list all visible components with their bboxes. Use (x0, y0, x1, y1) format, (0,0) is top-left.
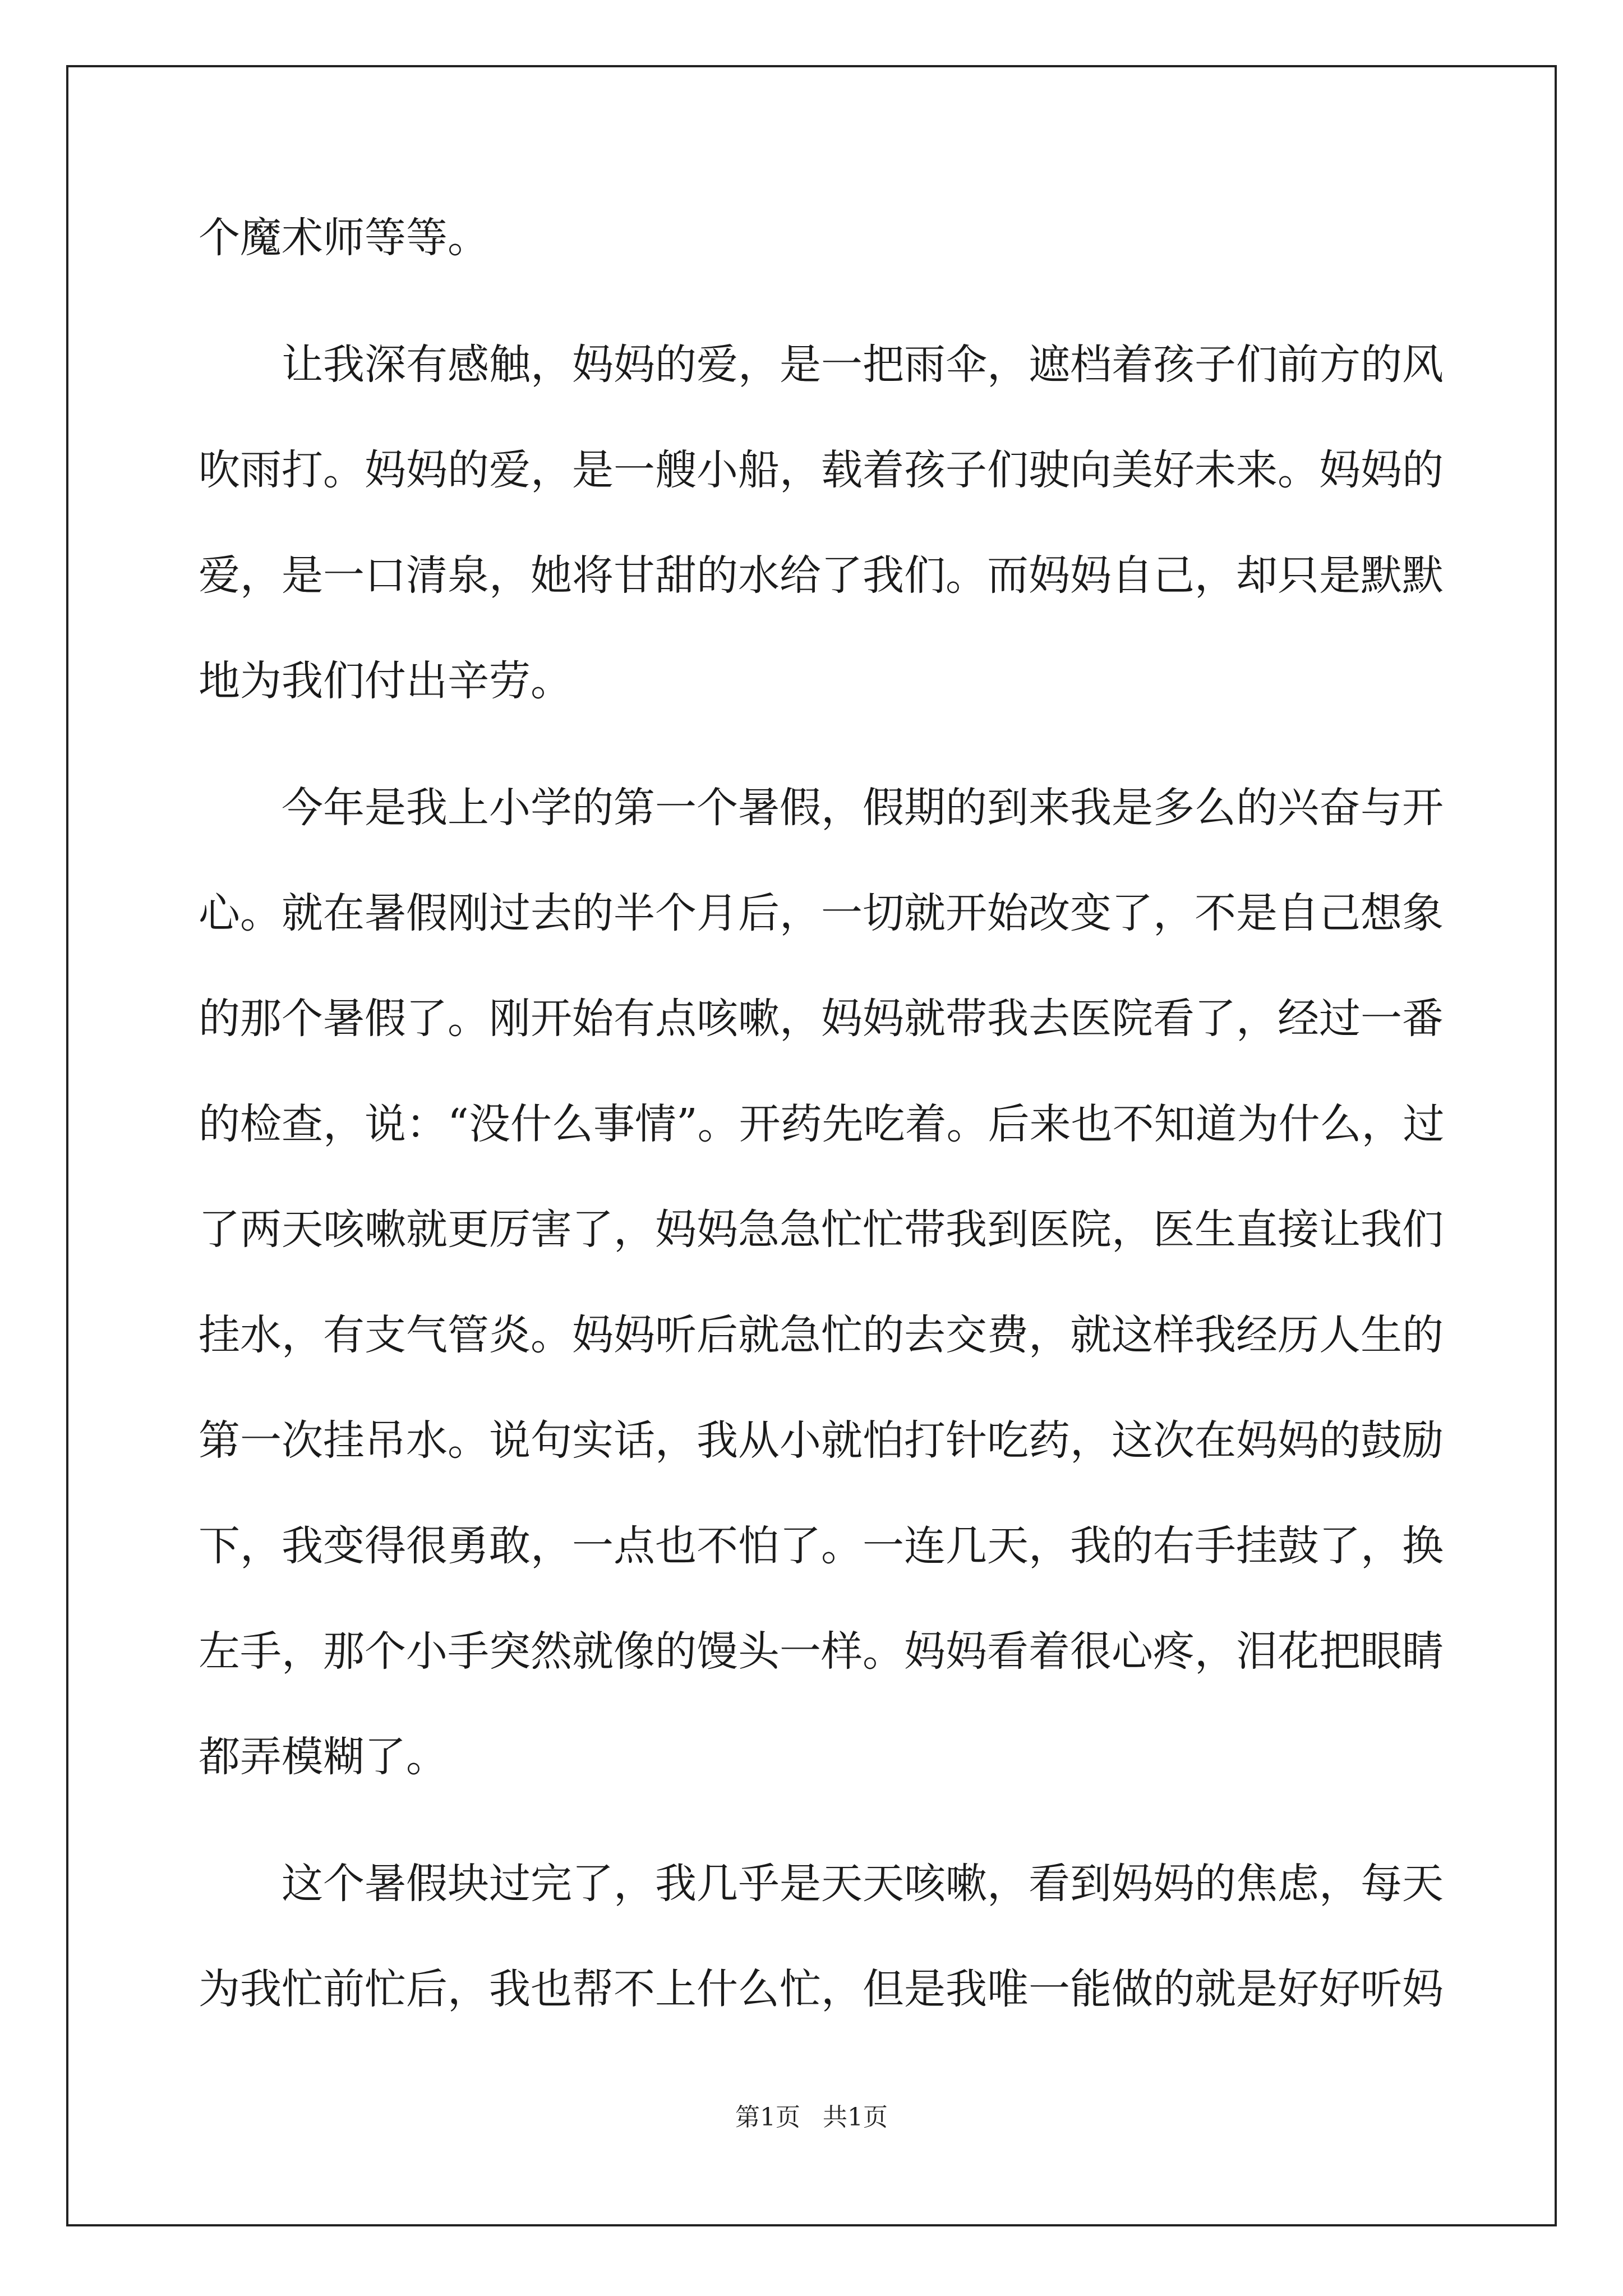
paragraph (199, 755, 1445, 1810)
text-line: 今年是我上小学的第一个暑假，假期的到来我是多么的兴奋与开 (282, 784, 1444, 832)
page-total: 共1页 (823, 2103, 888, 2132)
text-line: 爱，是一口清泉，她将甘甜的水给了我们。而妈妈自己，却只是默默 (199, 551, 1444, 600)
text-line: 的检查，说：“没什么事情”。开药先吃着。后来也不知道为什么，过 (199, 1100, 1445, 1148)
page-number: 第1页 (735, 2103, 800, 2132)
text-line: 的那个暑假了。刚开始有点咳嗽，妈妈就带我去医院看了，经过一番 (199, 995, 1444, 1043)
text-line: 了两天咳嗽就更厉害了，妈妈急急忙忙带我到医院，医生直接让我们 (199, 1205, 1444, 1254)
text-line: 都弄模糊了。 (199, 1733, 448, 1781)
page-footer (0, 2097, 1623, 2133)
text-line: 这个暑假块过完了，我几乎是天天咳嗽，看到妈妈的焦虑，每天 (282, 1860, 1444, 1908)
paragraph-gap (199, 1810, 1432, 1831)
text-line: 个魔术师等等。 (199, 214, 489, 262)
document-body (199, 185, 1445, 2042)
paragraph (199, 185, 1432, 291)
text-line: 让我深有感触，妈妈的爱，是一把雨伞，遮档着孩子们前方的风 (282, 341, 1444, 389)
paragraph-gap (199, 291, 1432, 312)
paragraph-gap (199, 734, 1432, 755)
text-line: 第一次挂吊水。说句实话，我从小就怕打针吃药，这次在妈妈的鼓励 (199, 1416, 1444, 1465)
text-line: 心。就在暑假刚过去的半个月后，一切就开始改变了，不是自己想象 (199, 889, 1444, 937)
text-line: 吹雨打。妈妈的爱，是一艘小船，载着孩子们驶向美好未来。妈妈的 (199, 446, 1444, 494)
text-line: 为我忙前忙后，我也帮不上什么忙，但是我唯一能做的就是好好听妈 (199, 1965, 1444, 2013)
text-line: 挂水，有支气管炎。妈妈听后就急忙的去交费，就这样我经历人生的 (199, 1311, 1444, 1359)
text-line: 左手，那个小手突然就像的馒头一样。妈妈看着很心疼，泪花把眼睛 (199, 1627, 1444, 1676)
paragraph (199, 312, 1444, 734)
text-line: 下，我变得很勇敢，一点也不怕了。一连几天，我的右手挂鼓了，换 (199, 1522, 1444, 1570)
paragraph (199, 1831, 1444, 2042)
text-line: 地为我们付出辛劳。 (199, 657, 572, 705)
